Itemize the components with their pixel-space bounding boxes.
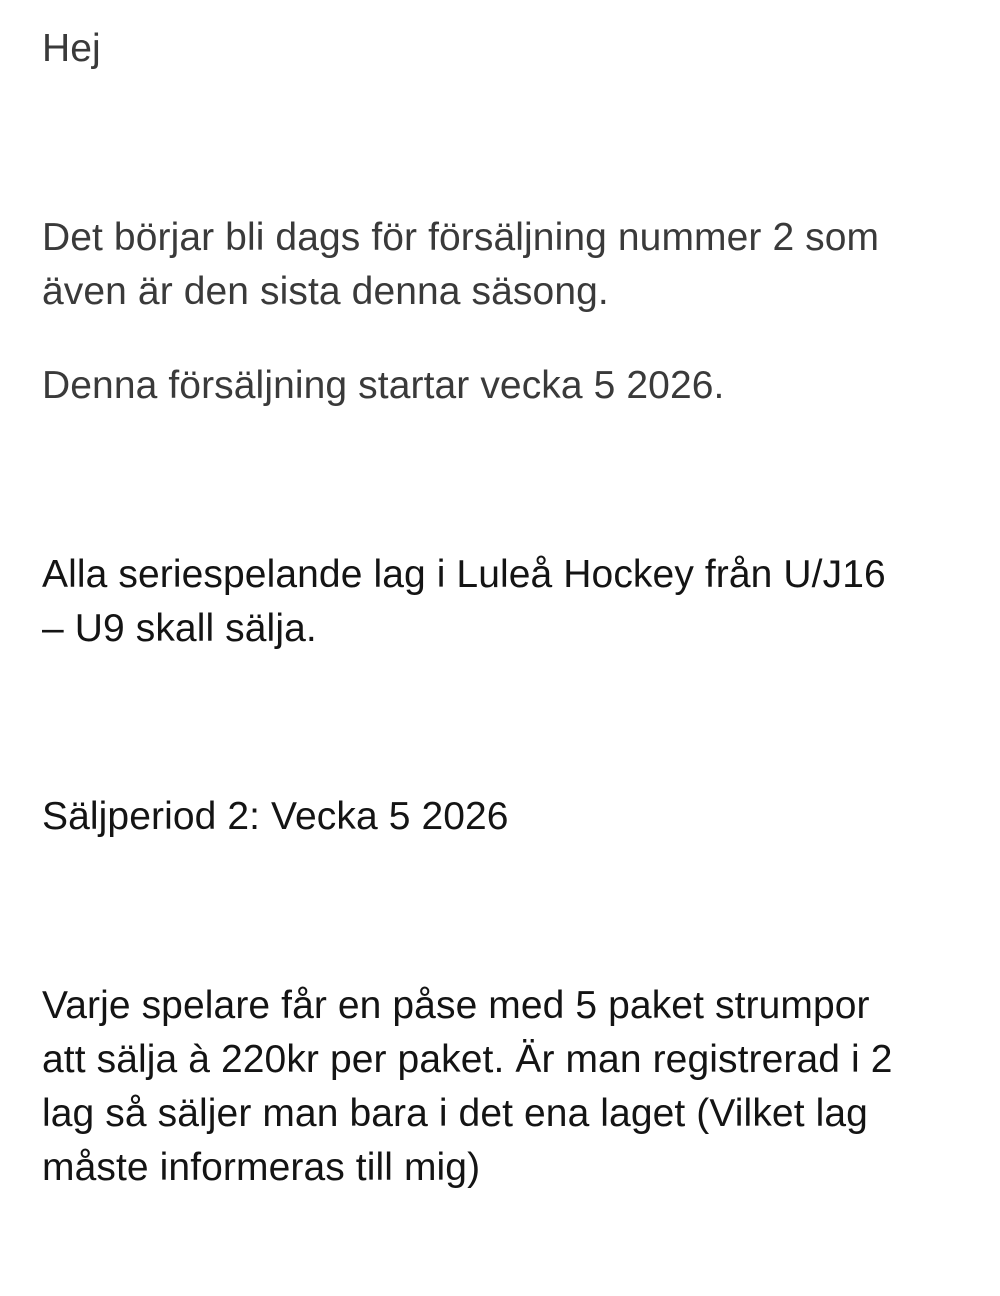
intro-paragraph: Det börjar bli dags för försäljning nummer 2 som även är den sista denna säsong. [42,216,880,313]
sales-period-paragraph: Säljperiod 2: Vecka 5 2026 [42,795,509,838]
sales-rules-paragraph: Varje spelare får en påse med 5 paket strumpor att sälja à 220kr per paket. Är man registrerad i 2 lag så säljer man bara i det ena laget (Vilket lag måste informeras till mig) [42,984,893,1189]
greeting-text: Hej [42,27,101,70]
start-paragraph: Denna försäljning startar vecka 5 2026. [42,364,725,407]
teams-paragraph: Alla seriespelande lag i Luleå Hockey från U/J16 – U9 skall sälja. [42,553,886,650]
